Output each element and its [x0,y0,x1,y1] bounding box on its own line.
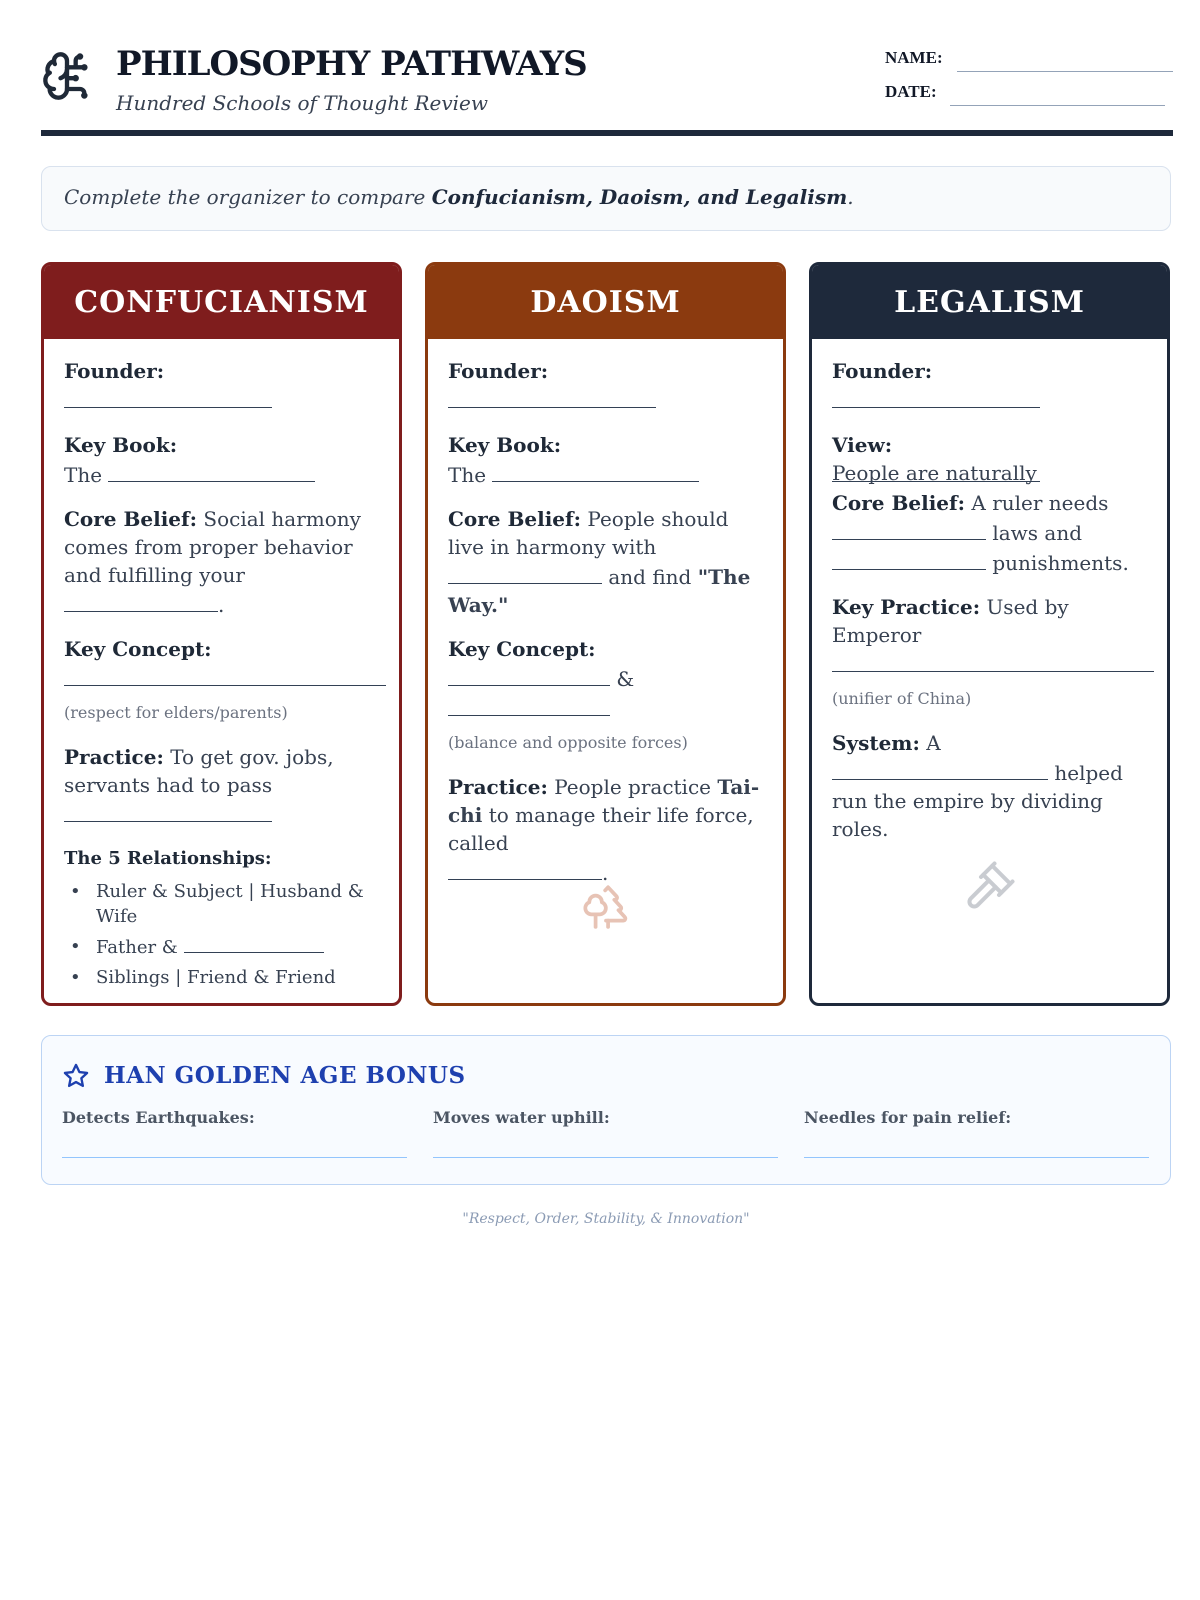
name-label: NAME: [885,48,943,67]
relationships-list [64,879,379,990]
bonus-answer-line[interactable] [62,1157,407,1158]
legalism-key-practice [832,593,1147,713]
date-label: DATE: [885,82,937,101]
name-row [885,44,1173,78]
core-belief-blank[interactable] [64,589,218,612]
core-belief-text: A ruler needs [971,491,1109,515]
view-text: People are naturally [832,461,1037,485]
instructions-prefix: Complete the organizer to compare [64,185,432,209]
footer-motto: "Respect, Order, Stability, & Innovation" [462,1211,750,1227]
key-concept-blank-2[interactable] [448,693,610,716]
key-practice-text: Used by Emperor [832,595,1069,647]
core-belief-blank-1[interactable] [832,517,986,540]
daoism-title: DAOISM [428,265,783,339]
confucianism-card [41,262,402,1006]
key-book-label: Key Book: [64,433,178,457]
key-book-blank[interactable] [492,459,699,482]
practice-label: Practice: [448,775,548,799]
core-belief-label: Core Belief: [832,491,966,515]
core-belief-laws: laws and [992,521,1083,545]
system-text: helped run the empire by dividing roles. [832,761,1123,841]
confucianism-key-concept [64,635,379,727]
core-belief-label: Core Belief: [64,507,198,531]
list-item: • Siblings | Friend & Friend [70,967,336,988]
core-belief-text: People should live in harmony with [448,507,729,559]
instructions-schools: Confucianism, Daoism, and Legalism [431,185,848,209]
bonus-answer-line[interactable] [804,1157,1149,1158]
confucianism-practice [64,743,379,829]
core-belief-blank-2[interactable] [832,547,986,570]
key-concept-label: Key Concept: [448,637,596,661]
key-concept-blank[interactable] [64,663,386,686]
core-belief-suffix: . [218,593,225,617]
daoism-card [425,262,786,1006]
bonus-answer-line[interactable] [433,1157,778,1158]
page-subtitle: Hundred Schools of Thought Review [116,91,489,115]
relationship-text: Father & [96,937,178,958]
relationship-blank[interactable] [184,934,324,953]
daoism-core-belief [448,505,763,619]
key-book-label: Key Book: [448,433,562,457]
founder-blank[interactable] [832,385,1040,408]
founder-blank[interactable] [64,385,272,408]
bonus-item-water [433,1108,778,1158]
legalism-view [832,431,1147,487]
key-concept-note: (respect for elders/parents) [64,703,288,722]
founder-label: Founder: [64,359,165,383]
brain-icon [41,50,93,102]
legalism-card [809,262,1170,1006]
system-label: System: [832,731,920,755]
worksheet-header [41,36,1173,136]
student-info [885,44,1173,112]
header-divider [41,130,1173,136]
list-item: • Father & [64,934,379,960]
legalism-founder [832,357,1147,415]
date-row [885,78,1173,112]
practice-text: To get gov. jobs, servants had to pass [64,745,334,797]
key-book-blank[interactable] [108,459,315,482]
practice-blank[interactable] [448,857,602,880]
key-practice-note: (unifier of China) [832,689,972,708]
legalism-system [832,729,1147,843]
page-title: PHILOSOPHY PATHWAYS [116,44,587,84]
key-concept-blank-1[interactable] [448,663,610,686]
core-belief-blank[interactable] [448,561,602,584]
view-label: View: [832,433,893,457]
key-book-prefix: The [64,463,103,487]
confucianism-founder [64,357,379,415]
bonus-item-needles [804,1108,1149,1158]
key-practice-blank[interactable] [832,649,1154,672]
tree-icon [581,881,631,931]
practice-tai-chi: Tai-chi [448,775,760,827]
core-belief-text: Social harmony comes from proper behavior and fulfilling your [64,507,361,587]
key-practice-label: Key Practice: [832,595,981,619]
view-blank[interactable] [832,481,1040,482]
star-icon [62,1062,90,1090]
confucianism-key-book [64,431,379,489]
key-concept-label: Key Concept: [64,637,212,661]
key-book-prefix: The [448,463,487,487]
founder-label: Founder: [832,359,933,383]
legalism-title: LEGALISM [812,265,1167,339]
practice-text-2: to manage their life force, called [448,803,754,855]
core-belief-mid: and find [608,565,692,589]
practice-blank[interactable] [64,799,272,822]
bonus-title: HAN GOLDEN AGE BONUS [104,1062,466,1089]
founder-blank[interactable] [448,385,656,408]
practice-text: People practice [554,775,711,799]
list-item: • Ruler & Subject | Husband & Wife [70,881,364,927]
relationships-title: The 5 Relationships: [64,848,272,869]
key-concept-amp: & [616,667,635,691]
confucianism-title: CONFUCIANISM [44,265,399,339]
relationship-text: Ruler & Subject | Husband & Wife [96,881,364,927]
key-concept-note: (balance and opposite forces) [448,733,688,752]
practice-suffix: . [602,861,609,885]
core-belief-label: Core Belief: [448,507,582,531]
practice-label: Practice: [64,745,164,769]
founder-label: Founder: [448,359,549,383]
bonus-item-earthquakes [62,1108,407,1158]
core-belief-the-way: "The Way." [448,565,751,617]
instructions-box [41,166,1171,231]
system-prefix: A [926,731,941,755]
bonus-section [41,1035,1171,1185]
bonus-label: Needles for pain relief: [804,1108,1012,1127]
bonus-label: Detects Earthquakes: [62,1108,255,1127]
gavel-icon [963,859,1017,913]
date-field[interactable] [950,105,1165,106]
core-belief-punishments: punishments. [992,551,1129,575]
legalism-core-belief [832,489,1147,577]
system-blank[interactable] [832,757,1048,780]
instructions-suffix: . [847,185,854,209]
daoism-key-concept [448,635,763,757]
daoism-key-book [448,431,763,489]
relationship-text: Siblings | Friend & Friend [96,967,336,988]
confucianism-core-belief [64,505,379,619]
name-field[interactable] [957,71,1173,72]
daoism-practice [448,773,763,887]
bonus-label: Moves water uphill: [433,1108,610,1127]
daoism-founder [448,357,763,415]
